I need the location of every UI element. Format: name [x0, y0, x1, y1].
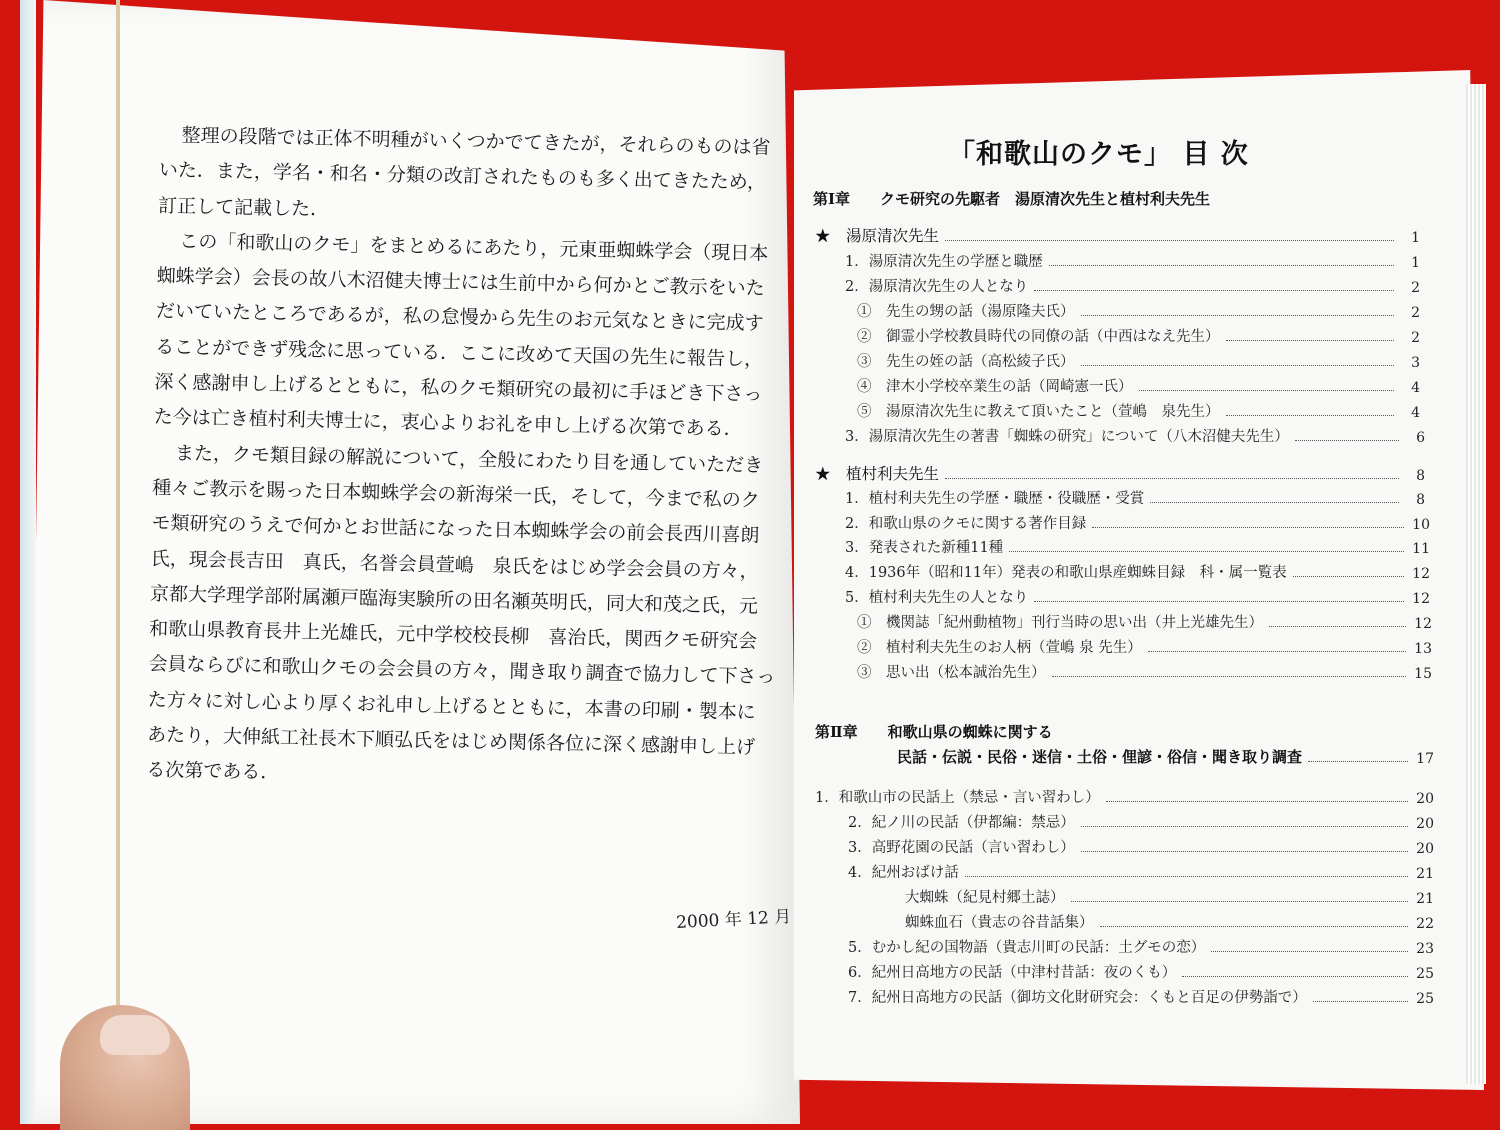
toc-entry	[857, 608, 1432, 632]
toc-page-number: 10	[1412, 517, 1430, 533]
toc-page-number: 12	[1412, 591, 1430, 607]
toc-page-number: 4	[1411, 405, 1420, 421]
toc-entry-label: 1．植村利夫先生の学歴・職歴・役職歴・受賞	[845, 491, 1145, 507]
toc-entry	[845, 247, 1420, 271]
toc-entry	[845, 583, 1430, 607]
toc-entry-label: ★ 湯原清次先生	[815, 227, 940, 245]
toc-entry	[848, 933, 1434, 957]
toc-entry-label: ③ 先生の姪の話（高松綾子氏）	[857, 354, 1075, 370]
body-line: る次第である．	[146, 759, 280, 784]
dot-leader	[1293, 576, 1404, 577]
dot-leader	[1106, 801, 1408, 802]
toc-entry-label: 1．湯原清次先生の学歴と職歴	[845, 254, 1043, 270]
toc-entry	[815, 222, 1420, 246]
toc-entry-label: 民話・伝説・民俗・迷信・土俗・俚諺・俗信・聞き取り調査	[897, 748, 1303, 766]
body-line: あたり，大伸紙工社長木下順弘氏をはじめ関係各位に深く感謝申し上げ	[146, 723, 756, 759]
toc-entry	[813, 185, 1440, 209]
dot-leader	[1081, 315, 1395, 316]
toc-entry-label: 2．湯原清次先生の人となり	[845, 279, 1029, 295]
toc-entry-label: 2．紀ノ川の民話（伊都編：禁忌）	[848, 815, 1075, 831]
toc-page-number: 20	[1416, 841, 1434, 857]
toc-entry	[845, 509, 1430, 533]
toc-page-number: 3	[1411, 355, 1420, 371]
toc-entry	[845, 422, 1425, 446]
toc-page-number: 20	[1416, 791, 1434, 807]
toc-entry-label: ★ 植村利夫先生	[815, 465, 940, 483]
toc-page-number: 11	[1412, 541, 1430, 557]
toc-entry	[848, 808, 1434, 832]
body-line: た方々に対し心より厚くお礼申し上げるとともに，本書の印刷・製本に	[147, 688, 756, 724]
body-line: この「和歌山のクモ」をまとめるにあたり，元東亜蜘蛛学会（現日本	[179, 230, 769, 265]
dot-leader	[1009, 551, 1404, 552]
toc-page-number: 8	[1416, 468, 1425, 484]
body-line: 京都大学理学部附属瀬戸臨海実験所の田名瀬英明氏，同大和茂之氏，元	[149, 582, 759, 618]
dot-leader	[1100, 926, 1409, 927]
dot-leader	[945, 478, 1399, 479]
toc-entry-label: 第Ⅰ章 クモ研究の先駆者 湯原清次先生と植村利夫先生	[813, 190, 1211, 208]
toc-entry	[845, 558, 1430, 582]
dot-leader	[1034, 601, 1404, 602]
toc-entry-label: 3．湯原清次先生の著書「蜘蛛の研究」について（八木沼健夫先生）	[845, 429, 1289, 445]
dot-leader	[1211, 951, 1408, 952]
toc-entry	[897, 743, 1434, 767]
dot-leader	[1182, 976, 1408, 977]
toc-entry-label: 3．高野花園の民話（言い習わし）	[848, 840, 1075, 856]
toc-entry-label: 4．紀州おばけ話	[848, 865, 959, 881]
toc-page-number: 2	[1411, 305, 1420, 321]
body-line: 深く感謝申し上げるとともに，私のクモ類研究の最初に手ほどき下さっ	[154, 371, 763, 406]
toc-entry-label: 4．1936年（昭和11年）発表の和歌山県産蜘蛛目録 科・属一覧表	[845, 565, 1287, 581]
toc-entry	[848, 833, 1434, 857]
toc-entry	[815, 783, 1434, 807]
toc-title: 「和歌山のクモ」 目 次	[948, 139, 1249, 170]
body-line: 蜘蛛学会）会長の故八木沼健夫博士には生前中から何かとご教示をいた	[156, 265, 765, 300]
toc-entry	[815, 460, 1425, 484]
body-line: 氏，現会長吉田 真氏，名誉会員萱嶋 泉氏をはじめ学会会員の方々，	[150, 547, 759, 583]
toc-entry-label: 6．紀州日高地方の民話（中津村昔話：夜のくも）	[848, 965, 1177, 981]
toc-page-number: 21	[1416, 891, 1434, 907]
toc-entry-label: 2．和歌山県のクモに関する著作目録	[845, 516, 1087, 532]
body-line: また，クモ類目録の解説について，全般にわたり目を通していただき	[174, 442, 764, 477]
toc-entry-label: 大蜘蛛（紀見村郷土誌）	[905, 890, 1065, 906]
dot-leader	[1081, 851, 1408, 852]
body-line: た今は亡き植村利夫博士に，衷心よりお礼を申し上げる次第である．	[153, 406, 743, 441]
toc-page-number: 13	[1414, 641, 1432, 657]
dot-leader	[945, 240, 1394, 241]
body-line: 会員ならびに和歌山クモの会会員の方々，聞き取り調査で協力して下さっ	[148, 653, 776, 689]
toc-page-number: 2	[1411, 280, 1420, 296]
body-line: だいていたところであるが，私の怠慢から先生のお元気なときに完成す	[155, 300, 764, 336]
toc-entry	[857, 633, 1432, 657]
body-line: ることができず残念に思っている．ここに改めて天国の先生に報告し，	[154, 335, 764, 371]
toc-page-number: 1	[1411, 255, 1420, 271]
toc-entry-label: ④ 津木小学校卒業生の話（岡崎憲一氏）	[857, 379, 1133, 395]
dot-leader	[1269, 626, 1406, 627]
toc-page-number: 15	[1414, 666, 1432, 682]
body-line: 種々ご教示を賜った日本蜘蛛学会の新海栄一氏，そして，今まで私のク	[152, 476, 760, 512]
toc-entry-label: 1．和歌山市の民話上（禁忌・言い習わし）	[815, 790, 1100, 806]
dot-leader	[1052, 676, 1407, 677]
left-page-date: 2000 年 12 月	[675, 906, 792, 933]
toc-entry	[845, 533, 1430, 557]
dot-leader	[1081, 826, 1408, 827]
body-line: モ類研究のうえで何かとお世話になった日本蜘蛛学会の前会長西川喜朗	[151, 512, 760, 547]
toc-entry	[857, 322, 1420, 346]
toc-entry-label: 3．発表された新種11種	[845, 540, 1004, 556]
dot-leader	[1049, 265, 1394, 266]
toc-page-number: 2	[1411, 330, 1420, 346]
toc-page-number: 17	[1416, 751, 1434, 767]
toc-entry-label: 蜘蛛血石（貴志の谷昔話集）	[905, 915, 1094, 931]
toc-entry	[845, 484, 1425, 508]
dot-leader	[1148, 651, 1406, 652]
toc-entry	[857, 658, 1432, 682]
toc-page-number: 4	[1411, 380, 1420, 396]
toc-page-number: 25	[1416, 966, 1434, 982]
toc-entry-label: 7．紀州日高地方の民話（御坊文化財研究会：くもと百足の伊勢詣で）	[848, 990, 1307, 1006]
toc-page-number: 6	[1416, 430, 1425, 446]
toc-page-number: 1	[1411, 230, 1420, 246]
dot-leader	[1150, 502, 1399, 503]
body-line: 整理の段階では正体不明種がいくつかでてきたが，それらのものは省	[181, 124, 771, 159]
toc-entry-label: ⑤ 湯原清次先生に教えて頂いたこと（萱嶋 泉先生）	[857, 404, 1220, 420]
toc-entry-label: ① 機関誌「紀州動植物」刊行当時の思い出（井上光雄先生）	[857, 615, 1263, 631]
toc-entry-label: ① 先生の甥の話（湯原隆夫氏）	[857, 304, 1075, 320]
toc-entry-label: ② 御霊小学校教員時代の同僚の話（中西はなえ先生）	[857, 329, 1220, 345]
body-line: いた．また，学名・和名・分類の改訂されたものも多く出てきたため，	[158, 159, 767, 195]
toc-page-number: 8	[1416, 492, 1425, 508]
toc-entry	[848, 858, 1434, 882]
toc-entry	[905, 883, 1434, 907]
toc-page-number: 23	[1416, 941, 1434, 957]
toc-entry	[815, 718, 1434, 742]
dot-leader	[1071, 901, 1409, 902]
toc-page-number: 25	[1416, 991, 1434, 1007]
toc-entry-label: ③ 思い出（松本誠治先生）	[857, 665, 1046, 681]
toc-entry-label: 第Ⅱ章 和歌山県の蜘蛛に関する	[815, 723, 1053, 741]
toc-entry	[905, 908, 1434, 932]
toc-entry-label: 5．植村利夫先生の人となり	[845, 590, 1029, 606]
dot-leader	[1313, 1001, 1408, 1002]
dot-leader	[1081, 365, 1395, 366]
toc-page-number: 12	[1412, 566, 1430, 582]
toc-entry	[848, 958, 1434, 982]
dot-leader	[1226, 415, 1395, 416]
body-line: 和歌山県教育長井上光雄氏，元中学校校長柳 喜治氏，関西クモ研究会	[149, 618, 758, 653]
toc-page-number: 12	[1414, 616, 1432, 632]
dot-leader	[965, 876, 1408, 877]
toc-entry-label: 5．むかし紀の国物語（貴志川町の民話：土グモの恋）	[848, 940, 1206, 956]
toc-entry	[857, 347, 1420, 371]
dot-leader	[1092, 527, 1404, 528]
body-line: 訂正して記載した．	[157, 194, 330, 221]
toc-entry	[857, 297, 1420, 321]
dot-leader	[1308, 761, 1408, 762]
toc-entry	[845, 272, 1420, 296]
toc-page-number: 20	[1416, 816, 1434, 832]
toc-page-number: 21	[1416, 866, 1434, 882]
dot-leader	[1034, 290, 1394, 291]
dot-leader	[1226, 340, 1395, 341]
toc-entry	[857, 397, 1420, 421]
toc-entry-label: ② 植村利夫先生のお人柄（萱嶋 泉 先生）	[857, 640, 1142, 656]
toc-entry	[857, 372, 1420, 396]
dot-leader	[1139, 390, 1395, 391]
toc-entry	[848, 983, 1434, 1007]
dot-leader	[1295, 440, 1399, 441]
toc-page-number: 22	[1416, 916, 1434, 932]
